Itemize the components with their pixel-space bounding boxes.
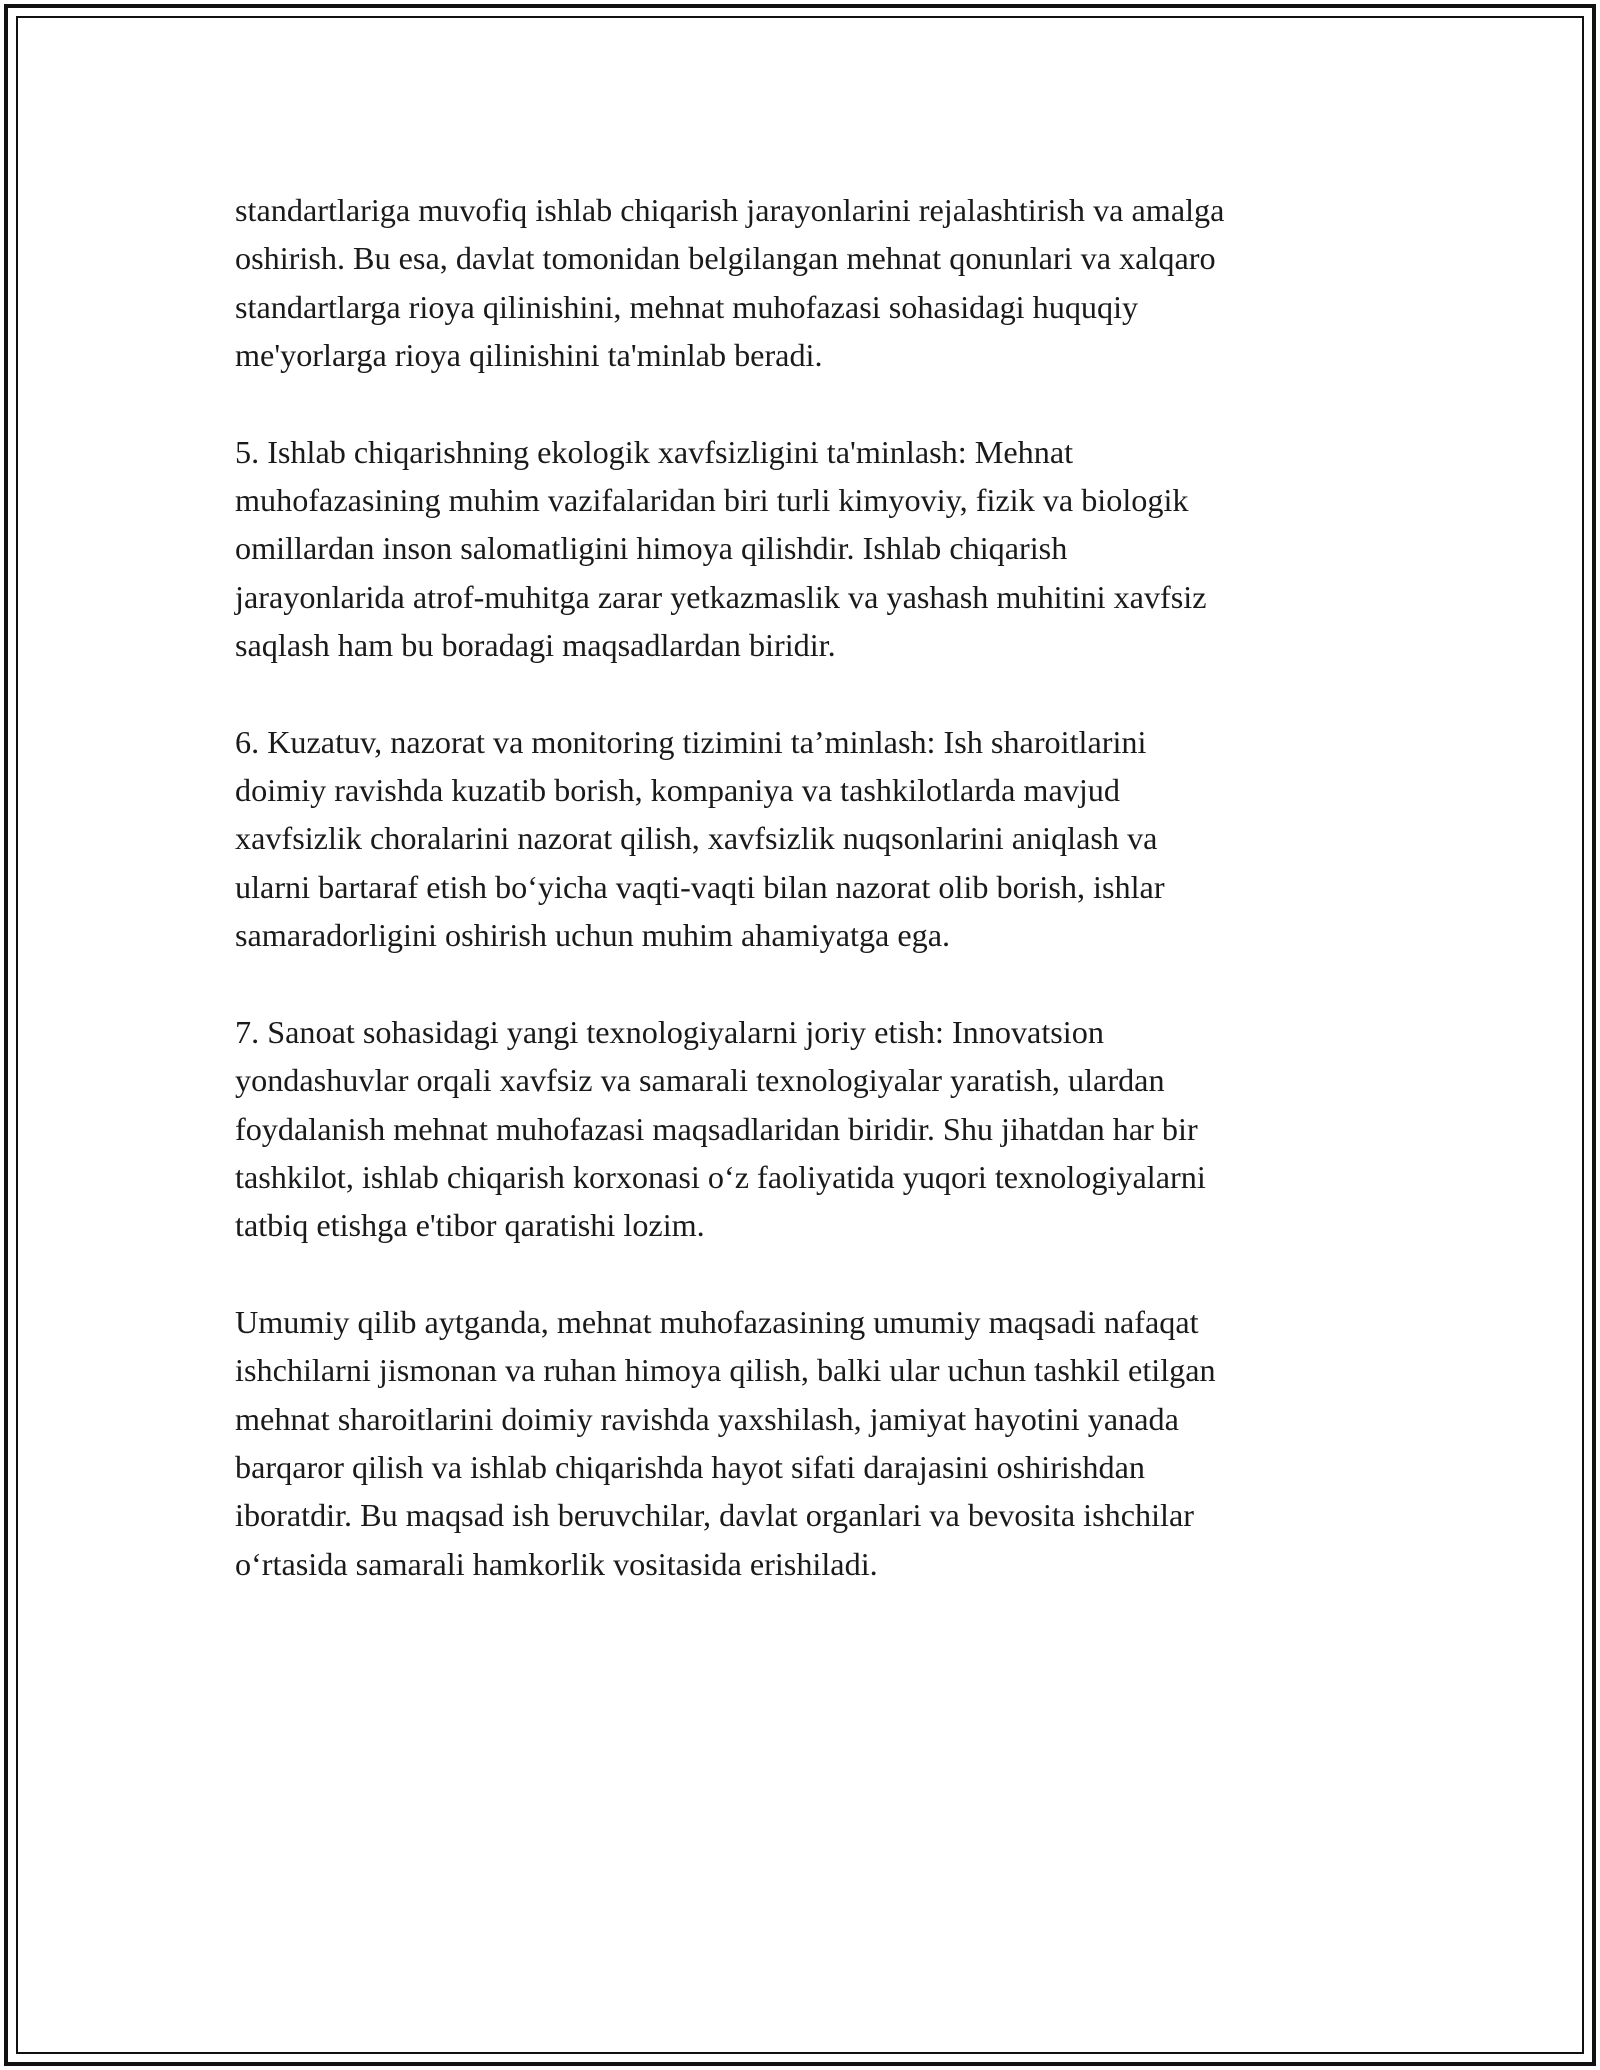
- document-body: [235, 186, 1370, 1636]
- paragraph-item-7-new-technologies: 7. Sanoat sohasidagi yangi texnologiyalarni joriy etish: Innovatsion yondashuvlar orqali xavfsiz va samarali texnologiyalar yaratish, ulardan foydalanish mehnat muhofazasi maqsadlaridan biridir. Shu jihatdan har bir tashkilot, ishlab chiqarish korxonasi o‘z faoliyatida yuqori texnologiyalarni tatbiq etishga e'tibor qaratishi lozim.: [235, 1013, 1206, 1244]
- paragraph-item-5-ecological-safety: 5. Ishlab chiqarishning ekologik xavfsizligini ta'minlash: Mehnat muhofazasining muhim vazifalaridan biri turli kimyoviy, fizik va biologik omillardan inson salomatligini himoya qilishdir. Ishlab chiqarish jarayonlarida atrof-muhitga zarar yetkazmaslik va yashash muhitini xavfsiz saqlash ham bu boradagi maqsadlardan biridir.: [235, 433, 1207, 664]
- paragraph-conclusion: Umumiy qilib aytganda, mehnat muhofazasining umumiy maqsadi nafaqat ishchilarni jismonan va ruhan himoya qilish, balki ular uchun tashkil etilgan mehnat sharoitlarini doimiy ravishda yaxshilash, jamiyat hayotini yanada barqaror qilish va ishlab chiqarishda hayot sifati darajasini oshirishdan iboratdir. Bu maqsad ish beruvchilar, davlat organlari va bevosita ishchilar o‘rtasida samarali hamkorlik vositasida erishiladi.: [235, 1303, 1216, 1582]
- paragraph-item-6-monitoring: 6. Kuzatuv, nazorat va monitoring tizimini ta’minlash: Ish sharoitlarini doimiy ravishda kuzatib borish, kompaniya va tashkilotlarda mavjud xavfsizlik choralarini nazorat qilish, xavfsizlik nuqsonlarini aniqlash va ularni bartaraf etish bo‘yicha vaqti-vaqti bilan nazorat olib borish, ishlar samaradorligini oshirish uchun muhim ahamiyatga ega.: [235, 723, 1165, 954]
- paragraph-standards-continuation: standartlariga muvofiq ishlab chiqarish jarayonlarini rejalashtirish va amalga oshirish. Bu esa, davlat tomonidan belgilangan mehnat qonunlari va xalqaro standartlarga rioya qilinishini, mehnat muhofazasi sohasidagi huquqiy me'yorlarga rioya qilinishini ta'minlab beradi.: [235, 192, 1225, 374]
